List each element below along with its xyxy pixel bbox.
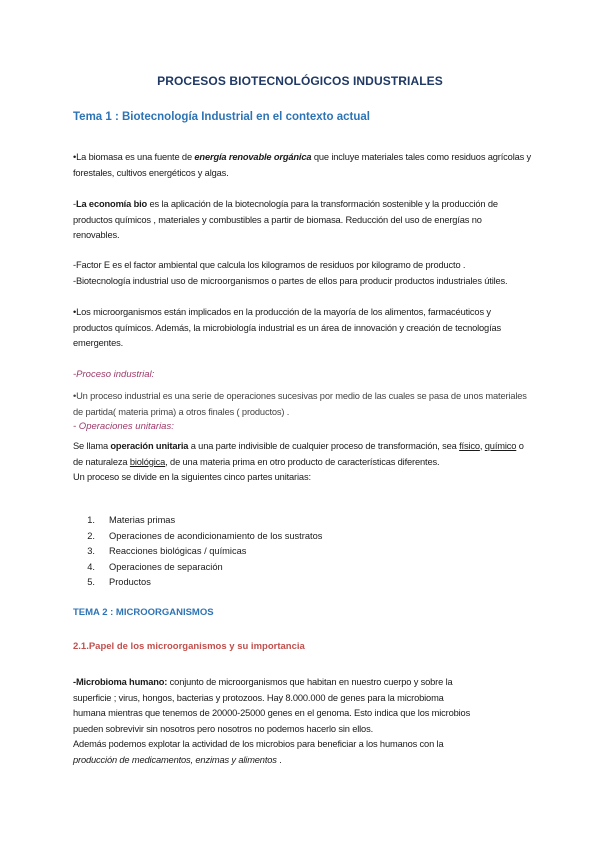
document-title: PROCESOS BIOTECNOLÓGICOS INDUSTRIALES	[157, 74, 443, 88]
list-item: 2. Operaciones de acondicionamiento de los sustratos	[87, 530, 323, 541]
microbioma-paragraph	[73, 675, 533, 768]
operacion-line-3: Un proceso se divide en la siguientes cinco partes unitarias:	[73, 472, 311, 482]
factor-e-line: -Factor E es el factor ambiental que calcula los kilogramos de residuos por kilogramo de producto .	[73, 260, 466, 270]
operacion-line-1: Se llama operación unitaria a una parte indivisible de cualquier proceso de transformación, sea físico, químico o	[73, 441, 524, 451]
biomasa-line-1: •La biomasa es una fuente de energía renovable orgánica que incluye materiales tales como residuos agrícolas y	[73, 152, 532, 162]
section-2-1-heading: 2.1.Papel de los microorganismos y su importancia	[73, 641, 305, 652]
biomasa-line-2: forestales, cultivos energéticos y algas.	[73, 167, 229, 178]
microbioma-line-6: producción de medicamentos, enzimas y alimentos .	[73, 754, 282, 765]
proceso-line-2: de partida( materia prima) a otros finales ( productos) .	[73, 406, 290, 417]
proceso-line-1: •Un proceso industrial es una serie de operaciones sucesivas por medio de las cuales se pasa de unos materiales	[73, 391, 527, 401]
operacion-line-2: de naturaleza biológica, de una materia prima en otro producto de características diferentes.	[73, 456, 440, 467]
operaciones-unitarias-heading: - Operaciones unitarias:	[73, 421, 174, 432]
tema2-heading: TEMA 2 : MICROORGANISMOS	[73, 607, 214, 618]
economia-bio-paragraph	[73, 197, 533, 244]
economia-line-3: renovables.	[73, 230, 120, 240]
microbioma-line-2: superficie ; virus, hongos, bacterias y protozoos. Hay 8.000.000 de genes para la microbioma	[73, 692, 444, 703]
microbioma-line-1: -Microbioma humano: conjunto de microorganismos que habitan en nuestro cuerpo y sobre la	[73, 677, 453, 687]
microbioma-line-4: pueden sobrevivir sin nosotros pero nosotros no podemos hacerlo sin ellos.	[73, 723, 374, 734]
partes-unitarias-list	[73, 513, 322, 591]
list-item: 1. Materias primas	[87, 515, 176, 525]
tema1-heading: Tema 1 : Biotecnología Industrial en el contexto actual	[73, 111, 370, 123]
microbioma-line-3: humana mientras que tenemos de 20000-25000 genes en el genoma. Esto indica que los microbios	[73, 708, 471, 718]
biotecnologia-industrial-line: -Biotecnología industrial uso de microorganismos o partes de ellos para producir productos industriales útiles.	[73, 275, 508, 286]
factor-e-paragraph	[73, 258, 533, 289]
list-item: 5. Productos	[87, 577, 151, 587]
microbioma-line-5: Además podemos explotar la actividad de los microbios para beneficiar a los humanos con la	[73, 739, 444, 749]
biomasa-paragraph	[73, 150, 533, 181]
micro-line-2: productos químicos. Además, la microbiología industrial es un área de innovación y creación de tecnologías	[73, 322, 502, 333]
proceso-industrial-heading: -Proceso industrial:	[73, 369, 155, 380]
micro-line-1: •Los microorganismos están implicados en la producción de la mayoría de los alimentos, farmacéuticos y	[73, 307, 491, 317]
proceso-industrial-paragraph	[73, 389, 533, 420]
microorganismos-paragraph	[73, 305, 533, 352]
operacion-unitaria-paragraph	[73, 439, 533, 486]
list-item: 3. Reacciones biológicas / químicas	[87, 546, 247, 556]
list-item: 4. Operaciones de separación	[87, 561, 223, 572]
micro-line-3: emergentes.	[73, 338, 124, 348]
economia-line-1: -La economía bio es la aplicación de la biotecnología para la transformación sostenible y la producción de	[73, 199, 498, 209]
economia-line-2: productos químicos , materiales y combustibles a partir de biomasa. Reducción del uso de energías no	[73, 214, 482, 225]
